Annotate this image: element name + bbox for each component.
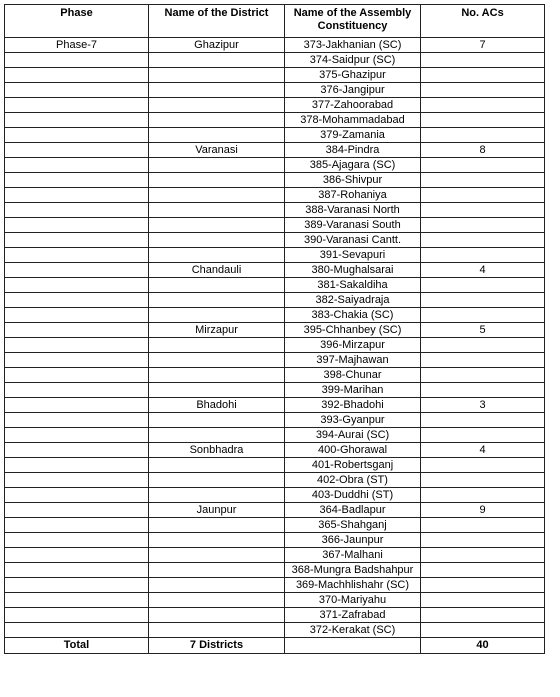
- district-cell: Mirzapur: [149, 323, 285, 338]
- phase-cell: [5, 548, 149, 563]
- phase-cell: [5, 248, 149, 263]
- district-cell: [149, 53, 285, 68]
- district-cell: [149, 128, 285, 143]
- district-cell: [149, 488, 285, 503]
- phase-cell: [5, 578, 149, 593]
- ac-count-cell: [421, 593, 545, 608]
- constituency-cell: 366-Jaunpur: [285, 533, 421, 548]
- ac-count-cell: [421, 473, 545, 488]
- district-cell: [149, 548, 285, 563]
- table-row: [5, 128, 545, 143]
- table-row: [5, 68, 545, 83]
- phase-cell: [5, 368, 149, 383]
- phase-cell: [5, 308, 149, 323]
- phase-cell: [5, 143, 149, 158]
- total-row: [5, 638, 545, 654]
- table-row: [5, 278, 545, 293]
- phase-cell: [5, 398, 149, 413]
- constituency-cell: 394-Aurai (SC): [285, 428, 421, 443]
- ac-count-cell: 8: [421, 143, 545, 158]
- phase-cell: [5, 488, 149, 503]
- ac-count-cell: 9: [421, 503, 545, 518]
- ac-count-cell: [421, 158, 545, 173]
- constituency-cell: 391-Sevapuri: [285, 248, 421, 263]
- ac-count-cell: [421, 128, 545, 143]
- district-cell: [149, 248, 285, 263]
- constituency-cell: 403-Duddhi (ST): [285, 488, 421, 503]
- constituency-cell: 384-Pindra: [285, 143, 421, 158]
- constituency-cell: 367-Malhani: [285, 548, 421, 563]
- table-row: [5, 383, 545, 398]
- constituency-cell: 382-Saiyadraja: [285, 293, 421, 308]
- ac-count-cell: [421, 203, 545, 218]
- table-row: [5, 218, 545, 233]
- constituency-cell: 368-Mungra Badshahpur: [285, 563, 421, 578]
- ac-count-cell: [421, 173, 545, 188]
- table-row: [5, 503, 545, 518]
- table-row: [5, 608, 545, 623]
- constituency-table: [4, 4, 545, 654]
- district-cell: Ghazipur: [149, 38, 285, 53]
- phase-cell: [5, 98, 149, 113]
- constituency-cell: 369-Machhlishahr (SC): [285, 578, 421, 593]
- phase-cell: [5, 338, 149, 353]
- ac-count-cell: [421, 188, 545, 203]
- table-row: [5, 38, 545, 53]
- ac-count-cell: [421, 488, 545, 503]
- constituency-cell: 365-Shahganj: [285, 518, 421, 533]
- table-row: [5, 428, 545, 443]
- table-row: [5, 623, 545, 638]
- ac-count-cell: [421, 293, 545, 308]
- constituency-cell: 364-Badlapur: [285, 503, 421, 518]
- ac-count-cell: [421, 353, 545, 368]
- phase-cell: [5, 233, 149, 248]
- ac-count-cell: 4: [421, 443, 545, 458]
- ac-count-cell: [421, 308, 545, 323]
- district-cell: [149, 383, 285, 398]
- phase-cell: [5, 188, 149, 203]
- ac-count-cell: 4: [421, 263, 545, 278]
- ac-count-cell: [421, 608, 545, 623]
- table-row: [5, 533, 545, 548]
- constituency-cell: 388-Varanasi North: [285, 203, 421, 218]
- constituency-cell: 380-Mughalsarai: [285, 263, 421, 278]
- table-row: [5, 263, 545, 278]
- phase-cell: [5, 173, 149, 188]
- phase-cell: [5, 473, 149, 488]
- header-ac-count: No. ACs: [421, 5, 545, 38]
- total-label: Total: [5, 638, 149, 654]
- district-cell: [149, 368, 285, 383]
- table-row: [5, 203, 545, 218]
- table-row: [5, 518, 545, 533]
- table-row: [5, 443, 545, 458]
- phase-cell: [5, 428, 149, 443]
- constituency-cell: 375-Ghazipur: [285, 68, 421, 83]
- ac-count-cell: [421, 548, 545, 563]
- district-cell: [149, 608, 285, 623]
- phase-cell: [5, 458, 149, 473]
- ac-count-cell: [421, 218, 545, 233]
- phase-cell: [5, 623, 149, 638]
- table-row: [5, 368, 545, 383]
- ac-count-cell: [421, 248, 545, 263]
- table-row: [5, 548, 545, 563]
- phase-cell: [5, 128, 149, 143]
- table-row: [5, 113, 545, 128]
- ac-count-cell: [421, 113, 545, 128]
- total-constituency-cell: [285, 638, 421, 654]
- constituency-cell: 397-Majhawan: [285, 353, 421, 368]
- constituency-cell: 385-Ajagara (SC): [285, 158, 421, 173]
- ac-count-cell: [421, 458, 545, 473]
- phase-cell: Phase-7: [5, 38, 149, 53]
- constituency-cell: 400-Ghorawal: [285, 443, 421, 458]
- table-row: [5, 293, 545, 308]
- constituency-cell: 396-Mirzapur: [285, 338, 421, 353]
- table-row: [5, 308, 545, 323]
- table-row: [5, 143, 545, 158]
- constituency-cell: 399-Marihan: [285, 383, 421, 398]
- constituency-cell: 389-Varanasi South: [285, 218, 421, 233]
- constituency-cell: 378-Mohammadabad: [285, 113, 421, 128]
- table-row: [5, 158, 545, 173]
- ac-count-cell: [421, 623, 545, 638]
- district-cell: [149, 413, 285, 428]
- district-cell: Sonbhadra: [149, 443, 285, 458]
- table-row: [5, 248, 545, 263]
- table-row: [5, 413, 545, 428]
- table-row: [5, 578, 545, 593]
- phase-cell: [5, 203, 149, 218]
- district-cell: Varanasi: [149, 143, 285, 158]
- phase-cell: [5, 383, 149, 398]
- district-cell: [149, 98, 285, 113]
- ac-count-cell: [421, 563, 545, 578]
- ac-count-cell: 3: [421, 398, 545, 413]
- header-constituency: Name of the Assembly Constituency: [285, 5, 421, 38]
- table-row: [5, 338, 545, 353]
- ac-count-cell: [421, 413, 545, 428]
- ac-count-cell: [421, 53, 545, 68]
- phase-cell: [5, 413, 149, 428]
- table-row: [5, 233, 545, 248]
- district-cell: [149, 158, 285, 173]
- ac-count-cell: [421, 83, 545, 98]
- constituency-cell: 381-Sakaldiha: [285, 278, 421, 293]
- phase-cell: [5, 293, 149, 308]
- table-row: [5, 83, 545, 98]
- table-row: [5, 563, 545, 578]
- phase-cell: [5, 53, 149, 68]
- phase-cell: [5, 443, 149, 458]
- phase-cell: [5, 353, 149, 368]
- header-district: Name of the District: [149, 5, 285, 38]
- table-row: [5, 353, 545, 368]
- constituency-cell: 401-Robertsganj: [285, 458, 421, 473]
- phase-cell: [5, 593, 149, 608]
- ac-count-cell: [421, 578, 545, 593]
- district-cell: Jaunpur: [149, 503, 285, 518]
- constituency-cell: 392-Bhadohi: [285, 398, 421, 413]
- district-cell: [149, 173, 285, 188]
- district-cell: [149, 563, 285, 578]
- constituency-cell: 398-Chunar: [285, 368, 421, 383]
- district-cell: [149, 623, 285, 638]
- ac-count-cell: [421, 428, 545, 443]
- table-row: [5, 593, 545, 608]
- constituency-cell: 383-Chakia (SC): [285, 308, 421, 323]
- ac-count-cell: 7: [421, 38, 545, 53]
- ac-count-cell: [421, 98, 545, 113]
- constituency-cell: 402-Obra (ST): [285, 473, 421, 488]
- constituency-cell: 377-Zahoorabad: [285, 98, 421, 113]
- district-cell: [149, 308, 285, 323]
- constituency-cell: 386-Shivpur: [285, 173, 421, 188]
- district-cell: [149, 293, 285, 308]
- district-cell: [149, 203, 285, 218]
- constituency-cell: 390-Varanasi Cantt.: [285, 233, 421, 248]
- table-row: [5, 98, 545, 113]
- district-cell: [149, 113, 285, 128]
- phase-cell: [5, 218, 149, 233]
- table-row: [5, 188, 545, 203]
- table-row: [5, 488, 545, 503]
- phase-cell: [5, 518, 149, 533]
- district-cell: [149, 458, 285, 473]
- ac-count-cell: [421, 533, 545, 548]
- district-cell: [149, 578, 285, 593]
- table-row: [5, 53, 545, 68]
- district-cell: [149, 68, 285, 83]
- total-count: 40: [421, 638, 545, 654]
- district-cell: [149, 353, 285, 368]
- total-districts: 7 Districts: [149, 638, 285, 654]
- constituency-cell: 387-Rohaniya: [285, 188, 421, 203]
- phase-cell: [5, 83, 149, 98]
- constituency-cell: 372-Kerakat (SC): [285, 623, 421, 638]
- phase-cell: [5, 503, 149, 518]
- table-row: [5, 398, 545, 413]
- table-row: [5, 323, 545, 338]
- phase-cell: [5, 68, 149, 83]
- constituency-cell: 393-Gyanpur: [285, 413, 421, 428]
- district-cell: [149, 518, 285, 533]
- phase-cell: [5, 608, 149, 623]
- constituency-cell: 395-Chhanbey (SC): [285, 323, 421, 338]
- constituency-cell: 376-Jangipur: [285, 83, 421, 98]
- constituency-cell: 370-Mariyahu: [285, 593, 421, 608]
- ac-count-cell: [421, 338, 545, 353]
- district-cell: [149, 593, 285, 608]
- phase-cell: [5, 278, 149, 293]
- table-row: [5, 458, 545, 473]
- table-row: [5, 173, 545, 188]
- district-cell: [149, 188, 285, 203]
- district-cell: [149, 533, 285, 548]
- constituency-cell: 371-Zafrabad: [285, 608, 421, 623]
- constituency-cell: 379-Zamania: [285, 128, 421, 143]
- phase-cell: [5, 113, 149, 128]
- district-cell: Chandauli: [149, 263, 285, 278]
- table-body: [5, 38, 545, 638]
- table-row: [5, 473, 545, 488]
- district-cell: [149, 278, 285, 293]
- district-cell: [149, 218, 285, 233]
- district-cell: [149, 83, 285, 98]
- phase-cell: [5, 323, 149, 338]
- ac-count-cell: [421, 278, 545, 293]
- phase-cell: [5, 158, 149, 173]
- district-cell: Bhadohi: [149, 398, 285, 413]
- ac-count-cell: [421, 518, 545, 533]
- district-cell: [149, 338, 285, 353]
- district-cell: [149, 473, 285, 488]
- phase-cell: [5, 263, 149, 278]
- ac-count-cell: [421, 68, 545, 83]
- ac-count-cell: [421, 233, 545, 248]
- phase-cell: [5, 533, 149, 548]
- ac-count-cell: 5: [421, 323, 545, 338]
- district-cell: [149, 428, 285, 443]
- phase-cell: [5, 563, 149, 578]
- header-phase: Phase: [5, 5, 149, 38]
- constituency-cell: 373-Jakhanian (SC): [285, 38, 421, 53]
- header-row: [5, 5, 545, 38]
- district-cell: [149, 233, 285, 248]
- ac-count-cell: [421, 368, 545, 383]
- ac-count-cell: [421, 383, 545, 398]
- constituency-cell: 374-Saidpur (SC): [285, 53, 421, 68]
